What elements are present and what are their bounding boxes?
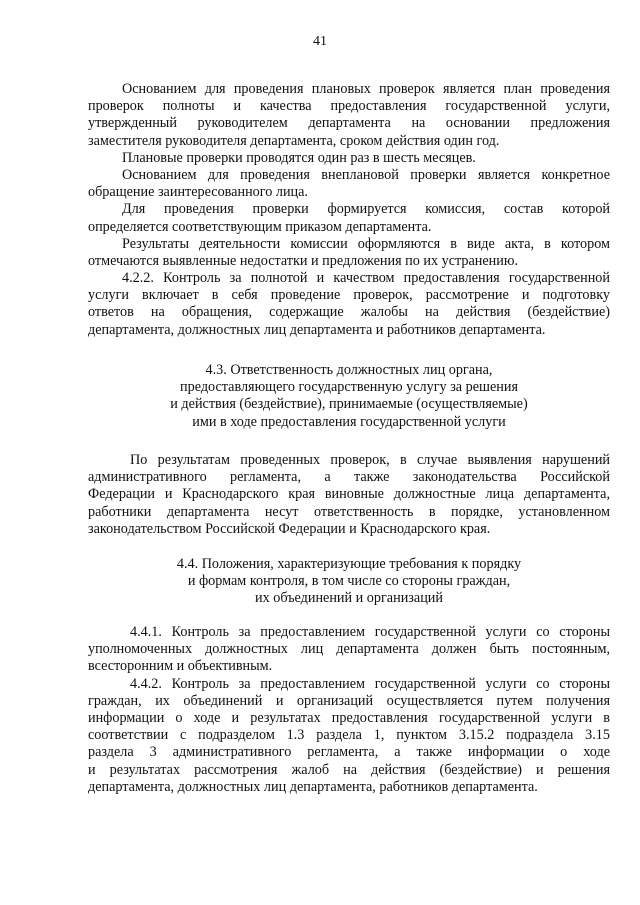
text-line: определяется соответствующим приказом департамента.	[88, 218, 432, 235]
paragraph-4-3	[88, 452, 610, 538]
text-line: утвержденный руководителем департамента на основании предложения	[88, 115, 610, 132]
text-line: и результатах рассмотрения жалоб на действия (бездействие) и решения	[88, 761, 610, 778]
text-line: отмечаются выявленные недостатки и предложения по их устранению.	[88, 252, 519, 269]
heading-line: 4.3. Ответственность должностных лиц органа,	[205, 362, 493, 378]
text-line: Результаты деятельности комиссии оформляются в виде акта, в котором	[122, 235, 610, 252]
text-line: проверок полноты и качества предоставления государственной услуги,	[88, 98, 610, 115]
text-line: обращение заинтересованного лица.	[88, 184, 308, 201]
text-line: Основанием для проведения плановых проверок является план проведения	[122, 81, 610, 97]
paragraphs-4-4	[88, 624, 610, 796]
heading-line: и действия (бездействие), принимаемые (осуществляемые)	[170, 396, 528, 413]
section-heading-4-3	[88, 362, 610, 431]
text-line: департамента, должностных лиц департамента и работников департамента.	[88, 321, 546, 338]
text-line: Для проведения проверки формируется комиссия, состав которой	[122, 201, 610, 218]
text-line: 4.4.2. Контроль за предоставлением государственной услуги со стороны	[130, 675, 610, 692]
text-line: соответствии с подразделом 1.3 раздела 1, пунктом 3.15.2 подраздела 3.15	[88, 727, 610, 744]
page-number: 41	[313, 34, 327, 49]
text-line: раздела 3 административного регламента, а также информации о ходе	[88, 744, 610, 761]
text-line: 4.2.2. Контроль за полнотой и качеством предоставления государственной	[122, 270, 610, 287]
text-line: заместителя руководителя департамента, сроком действия один год.	[88, 132, 500, 149]
text-line: всесторонним и объективным.	[88, 658, 273, 675]
paragraphs-4-2	[88, 81, 610, 339]
text-line: ответов на обращения, содержащие жалобы на действия (бездействие)	[88, 304, 610, 321]
text-line: 4.4.1. Контроль за предоставлением государственной услуги со стороны	[130, 624, 610, 640]
text-line: Федерации и Краснодарского края виновные должностные лица департамента,	[88, 486, 610, 503]
text-line: административного регламента, а также законодательства Российской	[88, 469, 610, 486]
heading-line: 4.4. Положения, характеризующие требования к порядку	[176, 556, 522, 572]
text-line: По результатам проведенных проверок, в случае выявления нарушений	[130, 452, 610, 468]
text-line: уполномоченных должностных лиц департамента должен быть постоянным,	[88, 641, 610, 658]
text-line: департамента, должностных лиц департамента, работников департамента.	[88, 778, 538, 795]
heading-line: ими в ходе предоставления государственной услуги	[192, 413, 506, 430]
text-line: Плановые проверки проводятся один раз в шесть месяцев.	[122, 149, 476, 166]
text-line: услуги включает в себя проведение проверок, рассмотрение и подготовку	[88, 287, 610, 304]
text-line: законодательством Российской Федерации и Краснодарского края.	[88, 520, 491, 537]
heading-line: предоставляющего государственную услугу за решения	[180, 379, 518, 396]
heading-line: их объединений и организаций	[255, 590, 443, 607]
text-line: информации о ходе и результатах предоставления государственной услуги в	[88, 709, 610, 726]
text-line: работники департамента несут ответственность в порядке, установленном	[88, 503, 610, 520]
text-line: Основанием для проведения внеплановой проверки является конкретное	[122, 166, 610, 183]
section-heading-4-4	[88, 556, 610, 608]
heading-line: и формам контроля, в том числе со стороны граждан,	[187, 573, 511, 590]
text-line: граждан, их объединений и организаций осуществляется путем получения	[88, 692, 610, 709]
